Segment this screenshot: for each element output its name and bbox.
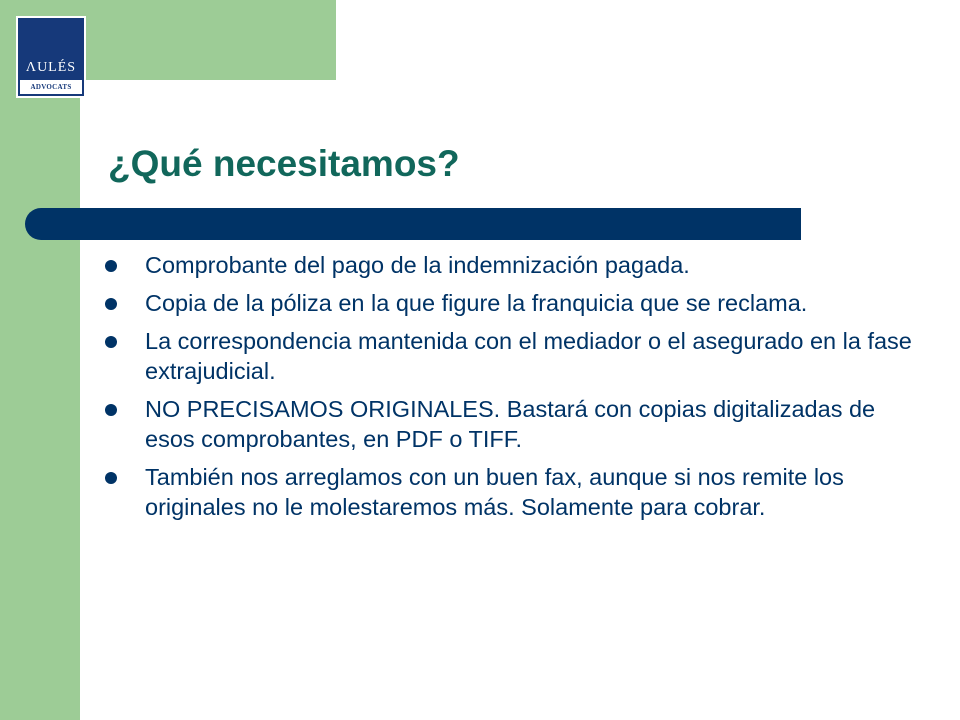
logo-name: ΛULÉS — [25, 60, 77, 75]
bullet-text: Comprobante del pago de la indemnización pagada. — [145, 252, 690, 278]
title-underline-bar — [25, 208, 801, 240]
bullet-list — [103, 250, 923, 530]
bullet-dot-icon — [105, 260, 117, 272]
bullet-dot-icon — [105, 472, 117, 484]
left-green-bar — [0, 0, 80, 720]
aules-logo — [16, 16, 86, 98]
bullet-text: La correspondencia mantenida con el mediador o el asegurado en la fase extrajudicial. — [145, 328, 912, 384]
bullet-text: NO PRECISAMOS ORIGINALES. Bastará con copias digitalizadas de esos comprobantes, en PDF o TIFF. — [145, 396, 876, 452]
bullet-item — [103, 326, 923, 386]
slide-title: ¿Qué necesitamos? — [108, 143, 460, 184]
logo-subtitle: ADVOCATS — [20, 80, 82, 94]
bullet-dot-icon — [105, 298, 117, 310]
logo-box — [18, 18, 84, 96]
top-green-band — [80, 0, 336, 80]
bullet-item — [103, 250, 923, 280]
bullet-dot-icon — [105, 404, 117, 416]
bullet-text: También nos arreglamos con un buen fax, aunque si nos remite los originales no le molestaremos más. Solamente para cobrar. — [145, 464, 844, 520]
bullet-item — [103, 462, 923, 522]
bullet-item — [103, 394, 923, 454]
bullet-dot-icon — [105, 336, 117, 348]
bullet-item — [103, 288, 923, 318]
bullet-text: Copia de la póliza en la que figure la franquicia que se reclama. — [145, 290, 808, 316]
